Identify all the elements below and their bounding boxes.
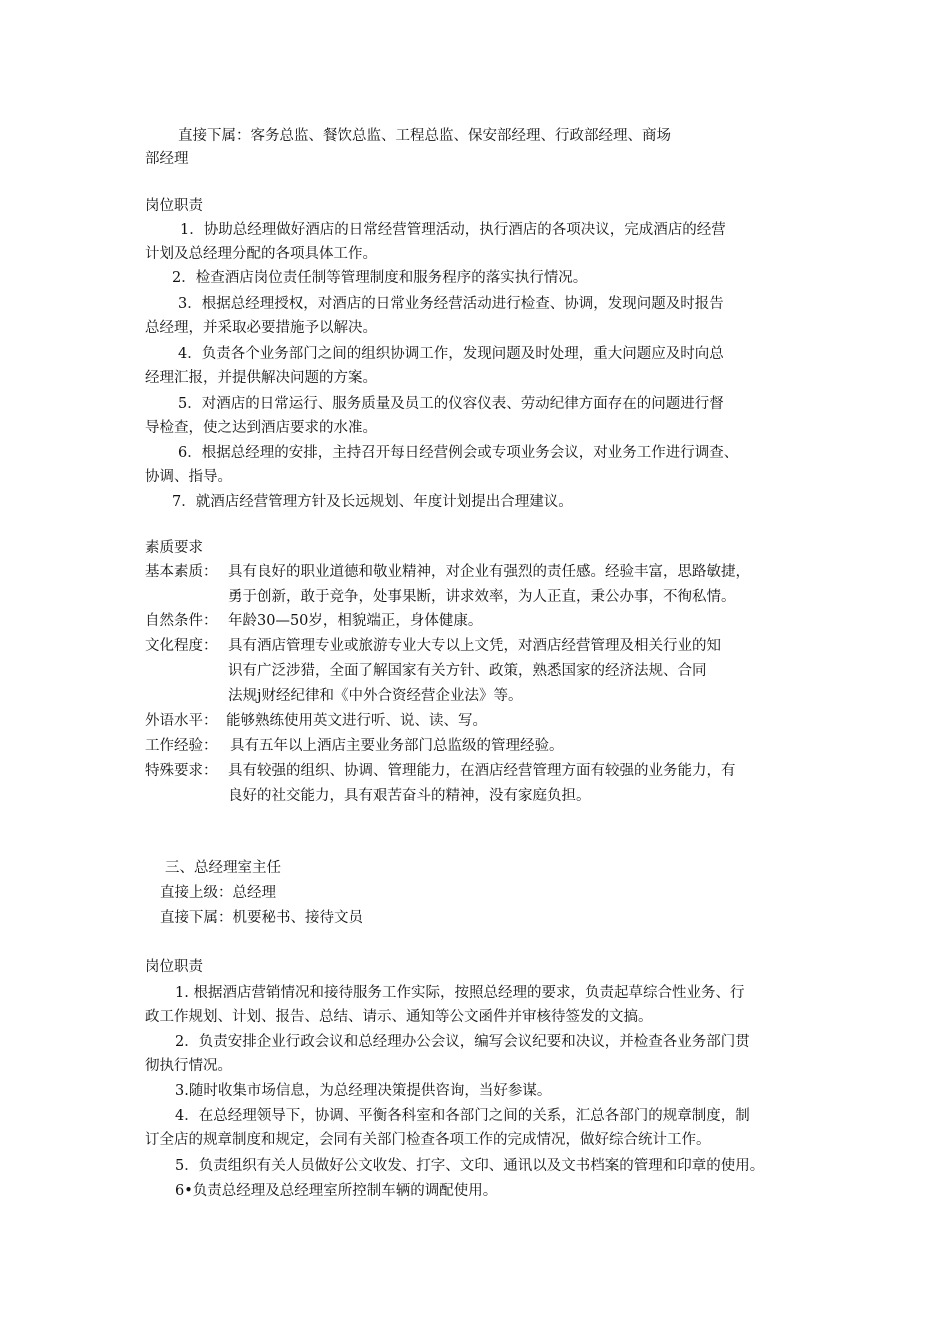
- duty-line: 3.随时收集市场信息，为总经理决策提供咨询，当好参谋。: [175, 1083, 552, 1099]
- duty-line: 彻执行情况。: [145, 1058, 232, 1074]
- duty-line: 4．在总经理领导下，协调、平衡各科室和各部门之间的关系，汇总各部门的规章制度，制: [175, 1108, 750, 1124]
- duty-line: 5．负责组织有关人员做好公文收发、打字、文印、通讯以及文书档案的管理和印章的使用。: [175, 1158, 765, 1174]
- duty-line: 协调、指导。: [145, 469, 232, 485]
- quality-text: 具有较强的组织、协调、管理能力，在酒店经营管理方面有较强的业务能力，有: [228, 763, 736, 779]
- duty-line: 6．根据总经理的安排，主持召开每日经营例会或专项业务会议，对业务工作进行调查、: [178, 445, 739, 461]
- duty-line: 3．根据总经理授权，对酒店的日常业务经营活动进行检查、协调，发现问题及时报告: [178, 296, 724, 312]
- duties-heading: 岗位职责: [145, 198, 203, 214]
- subordinates-line: 直接下属：客务总监、餐饮总监、工程总监、保安部经理、行政部经理、商场: [178, 128, 671, 144]
- duty-line: 订全店的规章制度和规定，会同有关部门检查各项工作的完成情况，做好综合统计工作。: [145, 1132, 711, 1148]
- quality-text: 具有良好的职业道德和敬业精神，对企业有强烈的责任感。经验丰富，思路敏捷，: [228, 564, 750, 580]
- duties-heading: 岗位职责: [145, 959, 203, 975]
- section-title: 三、总经理室主任: [165, 860, 281, 876]
- duty-line: 导检查，使之达到酒店要求的水准。: [145, 420, 377, 436]
- duty-line: 经理汇报，并提供解决问题的方案。: [145, 370, 377, 386]
- duty-line: 计划及总经理分配的各项具体工作。: [145, 246, 377, 262]
- quality-label: 基本素质：: [145, 564, 218, 580]
- quality-text: 良好的社交能力，具有艰苦奋斗的精神，没有家庭负担。: [228, 788, 591, 804]
- duty-line: 7．就酒店经营管理方针及长远规划、年度计划提出合理建议。: [172, 494, 573, 510]
- quality-text: 具有五年以上酒店主要业务部门总监级的管理经验。: [230, 738, 564, 754]
- quality-label: 自然条件：: [145, 613, 218, 629]
- quality-label: 文化程度：: [145, 638, 218, 654]
- duty-line: 5．对酒店的日常运行、服务质量及员工的仪容仪表、劳动纪律方面存在的问题进行督: [178, 396, 724, 412]
- quality-label: 工作经验：: [145, 738, 218, 754]
- quality-text: 能够熟练使用英文进行听、说、读、写。: [226, 713, 487, 729]
- quality-text: 识有广泛涉猎，全面了解国家有关方针、政策，熟悉国家的经济法规、合同: [228, 663, 707, 679]
- duty-line: 6•负责总经理及总经理室所控制车辆的调配使用。: [175, 1183, 498, 1199]
- duty-line: 1. 根据酒店营销情况和接待服务工作实际，按照总经理的要求，负责起草综合性业务、行: [175, 985, 745, 1001]
- subordinates-line: 直接下属：机要秘书、接待文员: [160, 910, 363, 926]
- quality-text: 法规j财经纪律和《中外合资经营企业法》等。: [228, 688, 523, 704]
- duty-line: 政工作规划、计划、报告、总结、请示、通知等公文函件并审核待签发的文搞。: [145, 1009, 653, 1025]
- subordinates-line-cont: 部经理: [145, 151, 189, 167]
- duty-line: 2．检查酒店岗位责任制等管理制度和服务程序的落实执行情况。: [172, 270, 588, 286]
- duty-line: 4．负责各个业务部门之间的组织协调工作，发现问题及时处理，重大问题应及时向总: [178, 346, 724, 362]
- duty-line: 总经理，并采取必要措施予以解决。: [145, 320, 377, 336]
- quality-label: 外语水平：: [145, 713, 218, 729]
- quality-text: 勇于创新，敢于竞争，处事果断，讲求效率，为人正直，秉公办事，不徇私情。: [228, 589, 736, 605]
- superior-line: 直接上级：总经理: [160, 885, 276, 901]
- quality-label: 特殊要求：: [145, 763, 218, 779]
- duty-line: 1．协助总经理做好酒店的日常经营管理活动，执行酒店的各项决议，完成酒店的经营: [180, 222, 726, 238]
- duty-line: 2．负责安排企业行政会议和总经理办公会议，编写会议纪要和决议，并检查各业务部门贯: [175, 1034, 750, 1050]
- quality-text: 年龄30—50岁，相貌端正，身体健康。: [228, 613, 483, 629]
- quality-text: 具有酒店管理专业或旅游专业大专以上文凭，对酒店经营管理及相关行业的知: [228, 638, 721, 654]
- quality-heading: 素质要求: [145, 540, 203, 556]
